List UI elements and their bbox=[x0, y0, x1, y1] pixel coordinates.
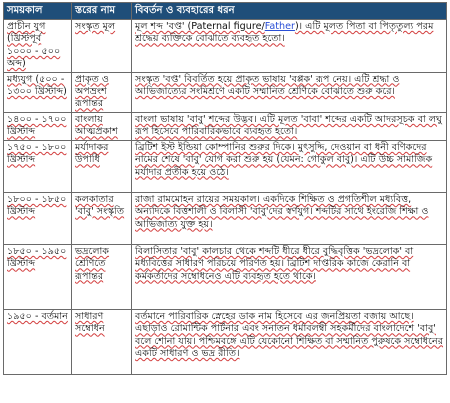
table-header-row bbox=[4, 3, 447, 20]
table-row bbox=[4, 244, 447, 309]
period-cell: ১৮০০ - ১৮৫০ খ্রিস্টাব্দ bbox=[4, 192, 72, 244]
stage-cell: কলকাতার 'বাবু' সংস্কৃতি bbox=[72, 192, 132, 244]
period-cell: ১৭৫০ - ১৮০০ খ্রিস্টাব্দ bbox=[4, 140, 72, 192]
stage-cell: ভদ্রলোক শ্রেণিতে রূপান্তর bbox=[72, 244, 132, 309]
description-cell: সংস্কৃত 'বপ্ত' বিবর্তিত হয়ে প্রাকৃত ভাষায় 'বপ্পক' রূপ নেয়। এটি শ্রদ্ধা ও আভিজাত্যের সংমিশ্রণে একটি সম্মানিত শ্রেণিকে বোঝাতে শুরু করে। bbox=[132, 72, 447, 112]
table-row bbox=[4, 72, 447, 112]
period-cell: ১৯৫০ - বর্তমান bbox=[4, 309, 72, 374]
table-row bbox=[4, 309, 447, 374]
header-period: সময়কাল bbox=[4, 3, 72, 20]
description-cell: মূল শব্দ 'বপ্ত' (Paternal figure/Father)। এটি মূলত পিতা বা পিতৃতুল্য পরম শ্রদ্ধেয় ব্যক্তিকে বোঝাতে ব্যবহৃত হতো। bbox=[132, 20, 447, 73]
description-cell: রাজা রামমোহন রায়ের সময়কাল। একদিকে শিক্ষিত ও প্রগতিশীল মধ্যবিত্ত, অন্যদিকে বিত্তশালী ও বিলাসী 'বাবু'দের স্বর্ণযুগ। শব্দটির সাথে ইংরেজি শিক্ষা ও আভিজাত্য যুক্ত হয়। bbox=[132, 192, 447, 244]
stage-cell: মর্যাদাকর উপাধি bbox=[72, 140, 132, 192]
table-row bbox=[4, 192, 447, 244]
header-description: বিবর্তন ও ব্যবহারের ধরন bbox=[132, 3, 447, 20]
description-cell: বিলাসিতার 'বাবু' কালচার থেকে শব্দটি ধীরে ধীরে বুদ্ধিবৃত্তিক 'ভদ্রলোক' বা মধ্যবিত্তের সাধারণ পরিচয়ে পরিণত হয়। ব্রিটিশ দাপ্তরিক কাজে কেরানি বা কর্মকর্তাদের সম্বোধনেও এটি ব্যবহৃত হতে থাকে। bbox=[132, 244, 447, 309]
header-stage: স্তরের নাম bbox=[72, 3, 132, 20]
period-cell: মধ্যযুগ (৫০০ - ১৩০০ খ্রিস্টাব্দ) bbox=[4, 72, 72, 112]
period-cell: ১৪০০ - ১৭০০ খ্রিস্টাব্দ bbox=[4, 112, 72, 140]
table-row bbox=[4, 20, 447, 73]
stage-cell: বাংলায় আত্মপ্রকাশ bbox=[72, 112, 132, 140]
history-table bbox=[3, 2, 447, 375]
stage-cell: সংস্কৃত মূল bbox=[72, 20, 132, 73]
father-link[interactable]: Father bbox=[264, 21, 295, 32]
stage-cell: সাধারণ সম্বোধন bbox=[72, 309, 132, 374]
table-row bbox=[4, 140, 447, 192]
period-cell: ১৮৫০ - ১৯৫০ খ্রিস্টাব্দ bbox=[4, 244, 72, 309]
period-cell: প্রাচীন যুগ (খ্রিস্টপূর্ব ১০০০ - ৫০০ অব্দ) bbox=[4, 20, 72, 73]
description-cell: বর্তমানে পারিবারিক স্নেহের ডাক নাম হিসেবে এর জনপ্রিয়তা বজায় আছে। এছাড়াও রোমান্টিক পার্টনার এবং সনাতন ধর্মাবলম্বী সহকর্মীদের বাংলাদেশে 'বাবু' বলে শোনা যায়। পশ্চিমবঙ্গে এটি যেকোনো শিক্ষিত বা সম্মানিত পুরুষকে সম্বোধনের একটি সাধারণ ও ভদ্র রীতি। bbox=[132, 309, 447, 374]
description-cell: বাংলা ভাষায় 'বাবু' শব্দের উদ্ভব। এটি মূলত 'বাবা' শব্দের একটি আদরসূচক বা লঘু রূপ হিসেবে পারিবারিকভাবে ব্যবহৃত হতো। bbox=[132, 112, 447, 140]
table-row bbox=[4, 112, 447, 140]
description-cell: ব্রিটিশ ইস্ট ইন্ডিয়া কোম্পানির শুরুর দিকে। মুৎসুদ্দি, দেওয়ান বা ধনী বণিকদের নামের শেষে 'বাবু' যোগ করা শুরু হয় (যেমন: গোকুল বাবু)। এটি উচ্চ সামাজিক মর্যাদার প্রতীক হয়ে ওঠে। bbox=[132, 140, 447, 192]
stage-cell: প্রাকৃত ও অপভ্রংশ রূপান্তর bbox=[72, 72, 132, 112]
